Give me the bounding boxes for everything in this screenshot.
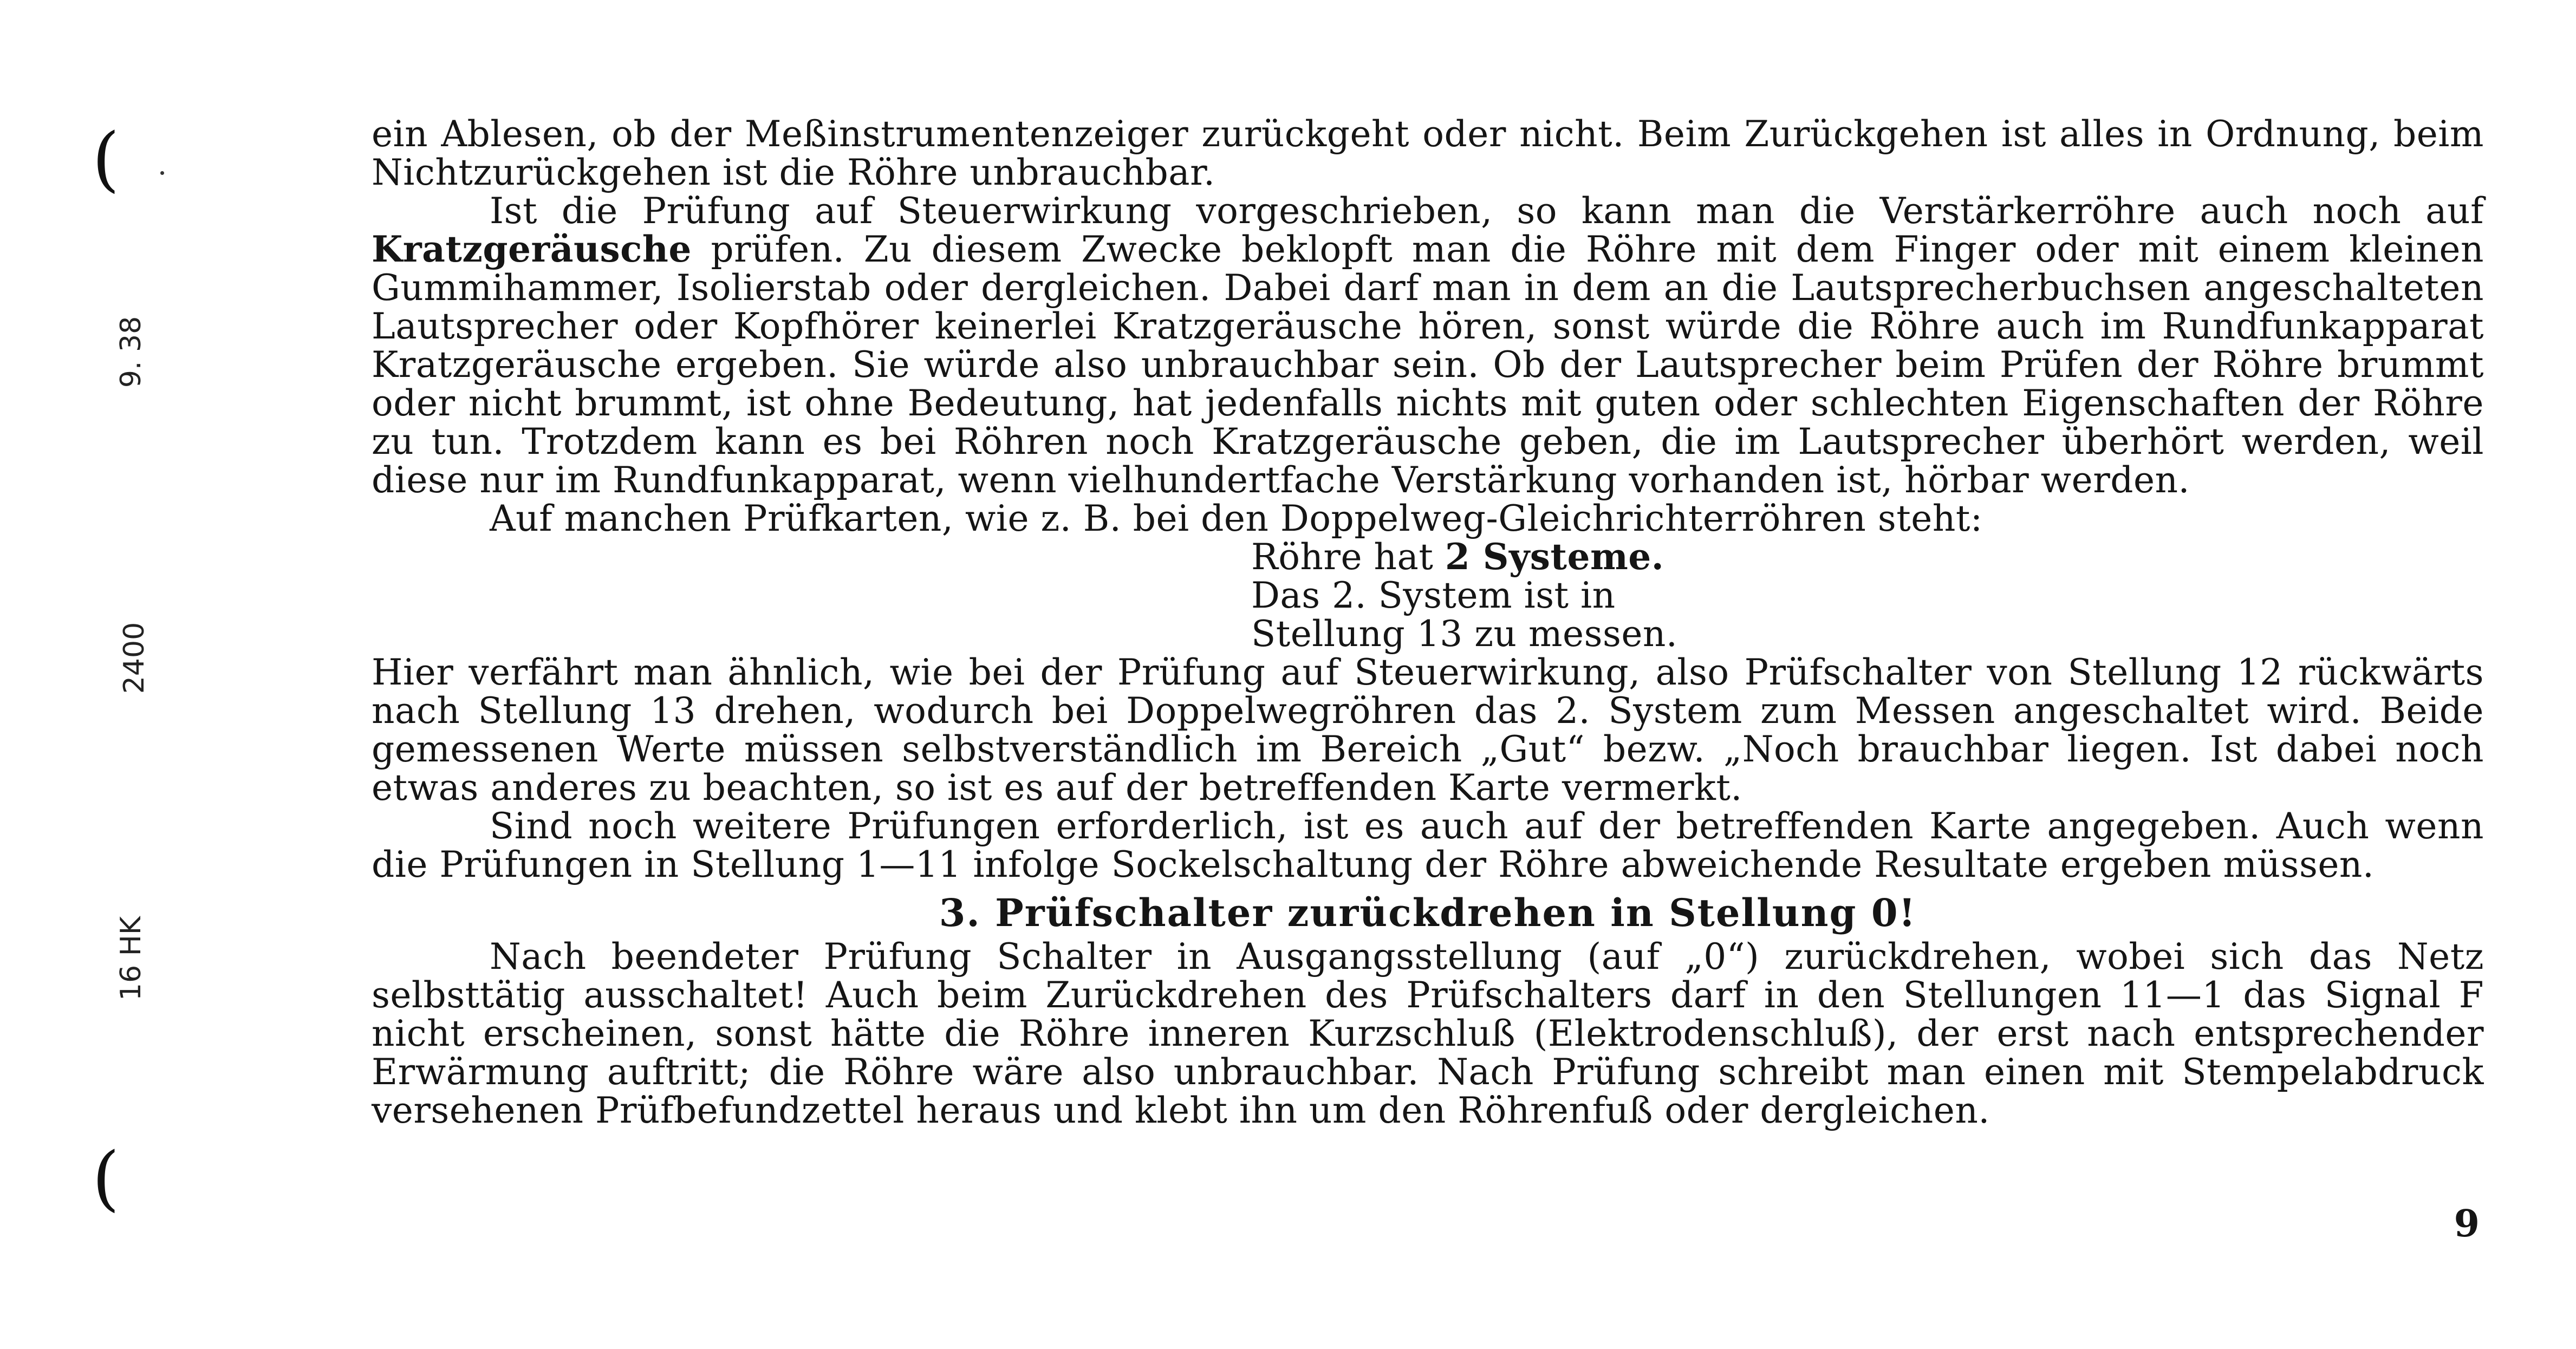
margin-code-date: 9. 38 xyxy=(115,316,148,388)
margin-code-print: 16 HK xyxy=(114,916,147,1001)
body-text xyxy=(372,115,2484,1130)
paragraph-further-tests: Sind noch weitere Prüfungen erforderlich, ist es auch auf der betreffenden Karte angegeben. Auch wenn die Prüfungen in Stellung 1—11 infolge Sockelschaltung der Röhre abweichende Resultate ergeben müssen. xyxy=(372,805,2484,885)
test-card-text: Röhre hat xyxy=(1251,536,1445,578)
section-heading: 3. Prüfschalter zurückdrehen in Stellung 0! xyxy=(939,890,1917,935)
paragraph-text: Ist die Prüfung auf Steuerwirkung vorgeschrieben, so kann man die Verstärkerröhre auch noch auf xyxy=(490,190,2484,232)
margin-bracket-bottom: ( xyxy=(92,1137,120,1219)
margin-speck xyxy=(160,171,164,175)
margin-bracket-top: ( xyxy=(92,118,120,200)
paragraph-test-cards: Auf manchen Prüfkarten, wie z. B. bei den Doppelweg-Gleichrichterröhren steht: xyxy=(490,498,1983,539)
paragraph-procedure: Hier verfährt man ähnlich, wie bei der Prüfung auf Steuerwirkung, also Prüfschalter von Stellung 12 rückwärts nach Stellung 13 drehen, wodurch bei Doppelwegröhren das 2. System zum Messen angeschaltet wird. Beide gemessenen Werte müssen selbstverständlich im Bereich „Gut“ bezw. „Noch brauchbar liegen. Ist dabei noch etwas anderes zu beachten, so ist es auf der betreffenden Karte vermerkt. xyxy=(372,651,2484,809)
paragraph-continuation: ein Ablesen, ob der Meßinstrumentenzeiger zurückgeht oder nicht. Beim Zurückgehen ist alles in Ordnung, beim Nichtzurückgehen ist die Röhre unbrauchbar. xyxy=(372,113,2484,193)
paragraph-reset-switch: Nach beendeter Prüfung Schalter in Ausgangsstellung (auf „0“) zurückdrehen, wobei sich das Netz selbsttätig ausschaltet! Auch beim Zurückdrehen des Prüfschalters darf in den Stellungen 11—1 das Signal F nicht erscheinen, sonst hätte die Röhre inneren Kurzschluß (Elektrodenschluß), der erst nach entsprechender Erwärmung auftritt; die Röhre wäre also unbrauchbar. Nach Prüfung schreibt man einen mit Stempelabdruck versehenen Prüfbefundzettel heraus und klebt ihn um den Röhrenfuß oder dergleichen. xyxy=(372,936,2484,1131)
test-card-systems: 2 Systeme. xyxy=(1445,536,1664,578)
test-card-line: Stellung 13 zu messen. xyxy=(1251,613,1678,655)
paragraph-text: prüfen. Zu diesem Zwecke beklopft man die Röhre mit dem Finger oder mit einem kleinen Gummihammer, Isolierstab oder dergleichen. Dabei darf man in dem an die Lautsprecherbuchsen angeschalteten Lautsprecher oder Kopfhörer keinerlei Kratzgeräusche hören, sonst würde die Röhre auch im Rundfunkapparat Kratzgeräusche ergeben. Sie würde also unbrauchbar sein. Ob der Lautsprecher beim Prüfen der Röhre brummt oder nicht brummt, ist ohne Bedeutung, hat jedenfalls nichts mit guten oder schlechten Eigenschaften der Röhre zu tun. Trotzdem kann es bei Röhren noch Kratzgeräusche geben, die im Lautsprecher überhört werden, weil diese nur im Rundfunkapparat, wenn vielhundertfache Verstärkung vorhanden ist, hörbar werden. xyxy=(372,229,2484,501)
margin-code-quantity: 2400 xyxy=(118,622,151,694)
paragraph-scratch-noise xyxy=(372,192,2484,499)
test-card-line xyxy=(1251,538,2484,576)
test-card-line: Das 2. System ist in xyxy=(1251,575,1616,616)
page-number: 9 xyxy=(2454,1202,2480,1246)
term-kratzgeraeusche: Kratzgeräusche xyxy=(372,228,692,270)
test-card-quote xyxy=(372,538,2484,653)
